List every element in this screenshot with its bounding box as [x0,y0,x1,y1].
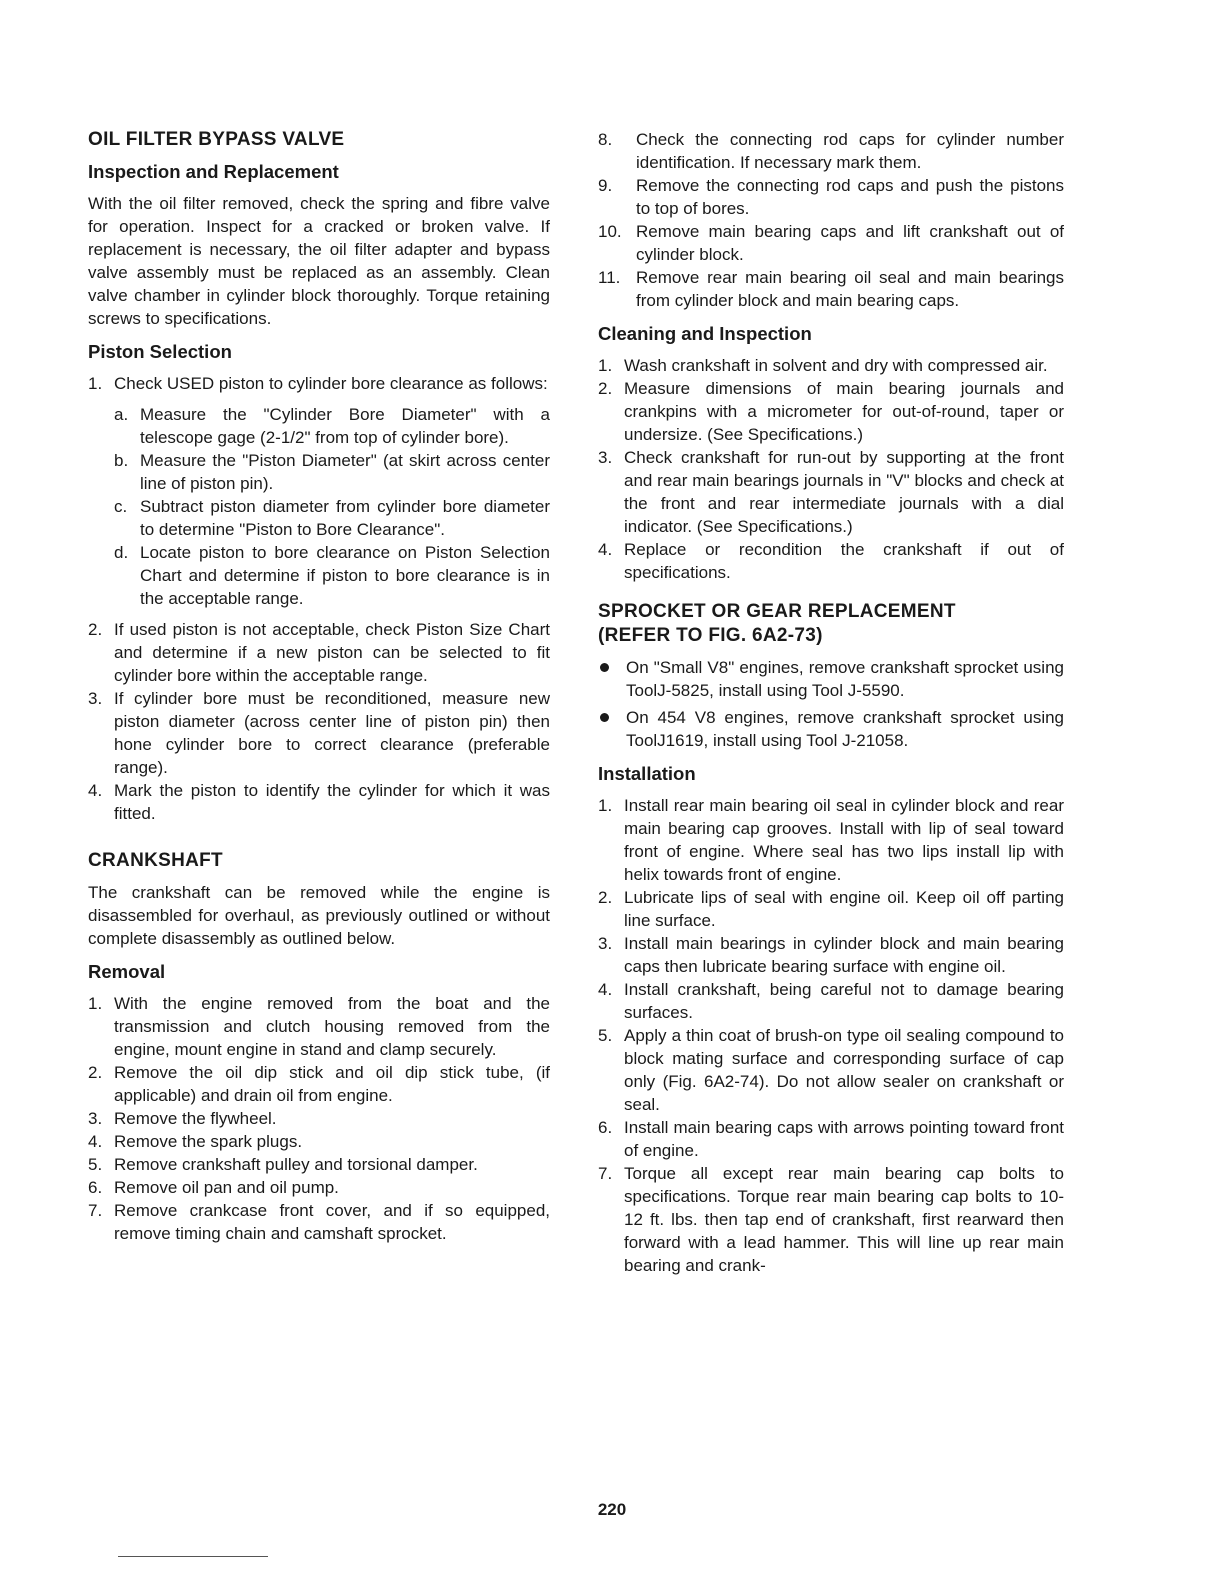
step-number: 3. [598,448,613,467]
page-number: 220 [597,1500,627,1519]
step-text: Install main bearing caps with arrows pointing toward front of engine. [624,1118,1064,1160]
step-text: Mark the piston to identify the cylinder for which it was fitted. [114,781,550,823]
piston-substeps [114,403,550,610]
list-item [598,354,1064,377]
crankshaft-body: The crankshaft can be removed while the engine is disassembled for overhaul, as previously outlined or without complete disassembly as outlined below. [88,883,550,948]
step-number: 4. [598,540,613,559]
step-text: Install crankshaft, being careful not to damage bearing surfaces. [624,980,1064,1022]
step-number: 2. [88,620,103,639]
list-item [88,372,550,610]
sprocket-figure-reference: (REFER TO FIG. 6A2-73) [598,625,823,646]
step-number: 6. [88,1178,103,1197]
list-item [114,449,550,495]
footer-rule [118,1556,268,1557]
list-item [598,446,1064,538]
list-item [598,706,1064,752]
sprocket-bullets [598,656,1064,752]
step-number: 2. [598,888,613,907]
removal-title: Removal [88,961,166,982]
list-item [114,541,550,610]
list-item [598,656,1064,702]
piston-selection-list [88,372,550,825]
list-item [88,1176,550,1199]
step-text: Install main bearings in cylinder block and main bearing caps then lubricate bearing surface with engine oil. [624,934,1064,976]
oil-filter-body: With the oil filter removed, check the spring and fibre valve for operation. Inspect for a cracked or broken valve. If replacement is necessary, the oil filter adapter and bypass valve assembly must be replaced as an assembly. Clean valve chamber in cylinder block thoroughly. Torque retaining screws to specifications. [88,194,550,328]
step-text: If cylinder bore must be reconditioned, measure new piston diameter (across center line of piston pin) then hone cylinder bore to correct clearance (preferable range). [114,689,550,777]
step-text: Remove the oil dip stick and oil dip stick tube, (if applicable) and drain oil from engine. [114,1063,550,1105]
step-number: 1. [88,994,103,1013]
oil-filter-bypass-title: OIL FILTER BYPASS VALVE [88,129,345,150]
step-text: Wash crankshaft in solvent and dry with compressed air. [624,356,1048,375]
step-text: Remove main bearing caps and lift crankshaft out of cylinder block. [636,222,1064,264]
list-item [598,538,1064,584]
step-text: Lubricate lips of seal with engine oil. Keep oil off parting line surface. [624,888,1064,930]
list-item [598,174,1064,220]
step-number: 3. [88,689,103,708]
step-number: 11. [598,268,621,287]
list-item [88,1153,550,1176]
cleaning-list [598,354,1064,584]
step-text: Apply a thin coat of brush-on type oil sealing compound to block mating surface and corresponding surface of cap only (Fig. 6A2-74). Do not allow sealer on crankshaft or seal. [624,1026,1064,1114]
list-item [88,1199,550,1245]
step-text: Remove crankshaft pulley and torsional damper. [114,1155,478,1174]
list-item [598,978,1064,1024]
list-item [88,1107,550,1130]
list-item [114,403,550,449]
substep-letter: a. [114,405,129,424]
list-item [88,779,550,825]
left-column [88,128,550,1255]
step-number: 3. [88,1109,103,1128]
step-text: If used piston is not acceptable, check Piston Size Chart and determine if a new piston can be selected to fit cylinder bore within the acceptable range. [114,620,550,685]
installation-list [598,794,1064,1277]
sprocket-replacement-title: SPROCKET OR GEAR REPLACEMENT [598,601,956,622]
step-text: Remove the connecting rod caps and push the pistons to top of bores. [636,176,1064,218]
installation-title: Installation [598,763,696,784]
step-number: 5. [598,1026,613,1045]
right-column [598,128,1064,1287]
substep-letter: b. [114,451,129,470]
bullet-icon [600,713,609,722]
step-text: Remove crankcase front cover, and if so equipped, remove timing chain and camshaft sprocket. [114,1201,550,1243]
step-number: 7. [598,1164,613,1183]
piston-selection-title: Piston Selection [88,341,232,362]
step-number: 3. [598,934,613,953]
list-item [598,1162,1064,1277]
removal-list [88,992,550,1245]
step-text: Check USED piston to cylinder bore clearance as follows: [114,374,548,393]
inspection-replacement-title: Inspection and Replacement [88,161,339,182]
step-number: 6. [598,1118,613,1137]
step-text: With the engine removed from the boat and the transmission and clutch housing removed from the engine, mount engine in stand and clamp securely. [114,994,550,1059]
list-item [598,266,1064,312]
substep-letter: c. [114,497,128,516]
list-item [598,1024,1064,1116]
bullet-text: On 454 V8 engines, remove crankshaft sprocket using ToolJ1619, install using Tool J-21058. [626,708,1064,750]
step-text: Remove the flywheel. [114,1109,277,1128]
list-item [598,220,1064,266]
step-number: 5. [88,1155,103,1174]
step-number: 2. [598,379,613,398]
list-item [598,1116,1064,1162]
list-item [598,128,1064,174]
step-text: Remove the spark plugs. [114,1132,303,1151]
step-number: 1. [598,796,613,815]
step-number: 2. [88,1063,103,1082]
removal-continued-list [598,128,1064,312]
list-item [598,794,1064,886]
step-number: 4. [88,1132,103,1151]
list-item [88,992,550,1061]
step-text: Install rear main bearing oil seal in cylinder block and rear main bearing cap grooves. Install with lip of seal toward front of engine. Where seal has two lips install lip with helix towards front of engine. [624,796,1064,884]
step-number: 4. [598,980,613,999]
cleaning-inspection-title: Cleaning and Inspection [598,323,812,344]
substep-text: Measure the "Piston Diameter" (at skirt across center line of piston pin). [140,451,550,493]
list-item [114,495,550,541]
list-item [88,1130,550,1153]
step-number: 1. [598,356,613,375]
crankshaft-title: CRANKSHAFT [88,850,223,871]
list-item [88,687,550,779]
bullet-icon [600,663,609,672]
step-number: 8. [598,130,613,149]
step-text: Check crankshaft for run-out by supporting at the front and rear main bearings journals in "V" blocks and check at the front and rear intermediate journals with a dial indicator. (See Specifications.) [624,448,1064,536]
step-number: 7. [88,1201,103,1220]
list-item [598,932,1064,978]
list-item [598,886,1064,932]
list-item [598,377,1064,446]
step-text: Measure dimensions of main bearing journals and crankpins with a micrometer for out-of-round, taper or undersize. (See Specifications.) [624,379,1064,444]
step-text: Torque all except rear main bearing cap bolts to specifications. Torque rear main bearing cap bolts to 10-12 ft. lbs. then tap end of crankshaft, first rearward then forward with a lead hammer. This will line up rear main bearing and crank- [624,1164,1064,1275]
bullet-text: On "Small V8" engines, remove crankshaft sprocket using ToolJ-5825, install using Tool J-5590. [626,658,1064,700]
step-number: 9. [598,176,613,195]
list-item [88,618,550,687]
substep-text: Measure the "Cylinder Bore Diameter" with a telescope gage (2-1/2" from top of cylinder bore). [140,405,550,447]
substep-letter: d. [114,543,129,562]
step-text: Check the connecting rod caps for cylinder number identification. If necessary mark them. [636,130,1064,172]
list-item [88,1061,550,1107]
step-number: 1. [88,374,103,393]
substep-text: Subtract piston diameter from cylinder bore diameter to determine "Piston to Bore Clearance". [140,497,550,539]
step-number: 10. [598,222,622,241]
step-text: Remove rear main bearing oil seal and main bearings from cylinder block and main bearing caps. [636,268,1064,310]
step-text: Remove oil pan and oil pump. [114,1178,339,1197]
step-text: Replace or recondition the crankshaft if out of specifications. [624,540,1064,582]
step-number: 4. [88,781,103,800]
substep-text: Locate piston to bore clearance on Piston Selection Chart and determine if piston to bore clearance is in the acceptable range. [140,543,550,608]
